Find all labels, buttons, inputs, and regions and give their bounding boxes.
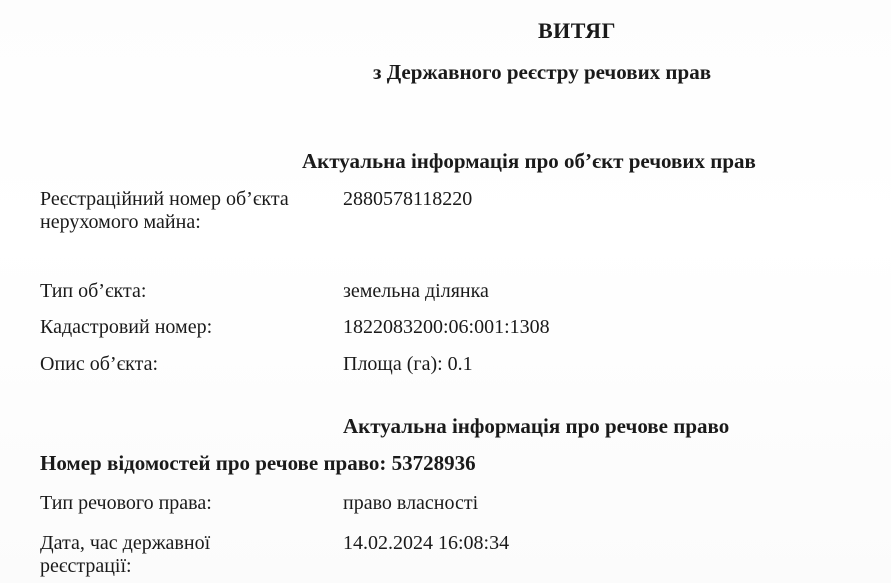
document-subtitle: з Державного реєстру речових прав <box>373 60 712 84</box>
object-type-label: Тип об’єкта: <box>40 280 147 302</box>
object-section-heading: Актуальна інформація про об’єкт речових прав <box>302 149 756 173</box>
registration-number-value: 2880578118220 <box>343 188 473 210</box>
object-description-value: Площа (га): 0.1 <box>343 353 473 375</box>
cadastral-number-value: 1822083200:06:001:1308 <box>343 316 550 338</box>
right-record-number: Номер відомостей про речове право: 53728936 <box>40 451 476 475</box>
cadastral-number-label: Кадастровий номер: <box>40 316 213 338</box>
object-description-label: Опис об’єкта: <box>40 353 159 375</box>
object-type-value: земельна ділянка <box>343 280 489 302</box>
document-title: ВИТЯГ <box>538 18 617 43</box>
registration-datetime-value: 14.02.2024 16:08:34 <box>343 532 510 554</box>
registration-datetime-label: Дата, час державної реєстрації: <box>40 532 211 577</box>
right-section-heading: Актуальна інформація про речове право <box>343 414 730 438</box>
right-type-label: Тип речового права: <box>40 492 212 514</box>
right-type-value: право власності <box>343 492 479 514</box>
registration-number-label: Реєстраційний номер об’єкта нерухомого майна: <box>40 188 289 233</box>
